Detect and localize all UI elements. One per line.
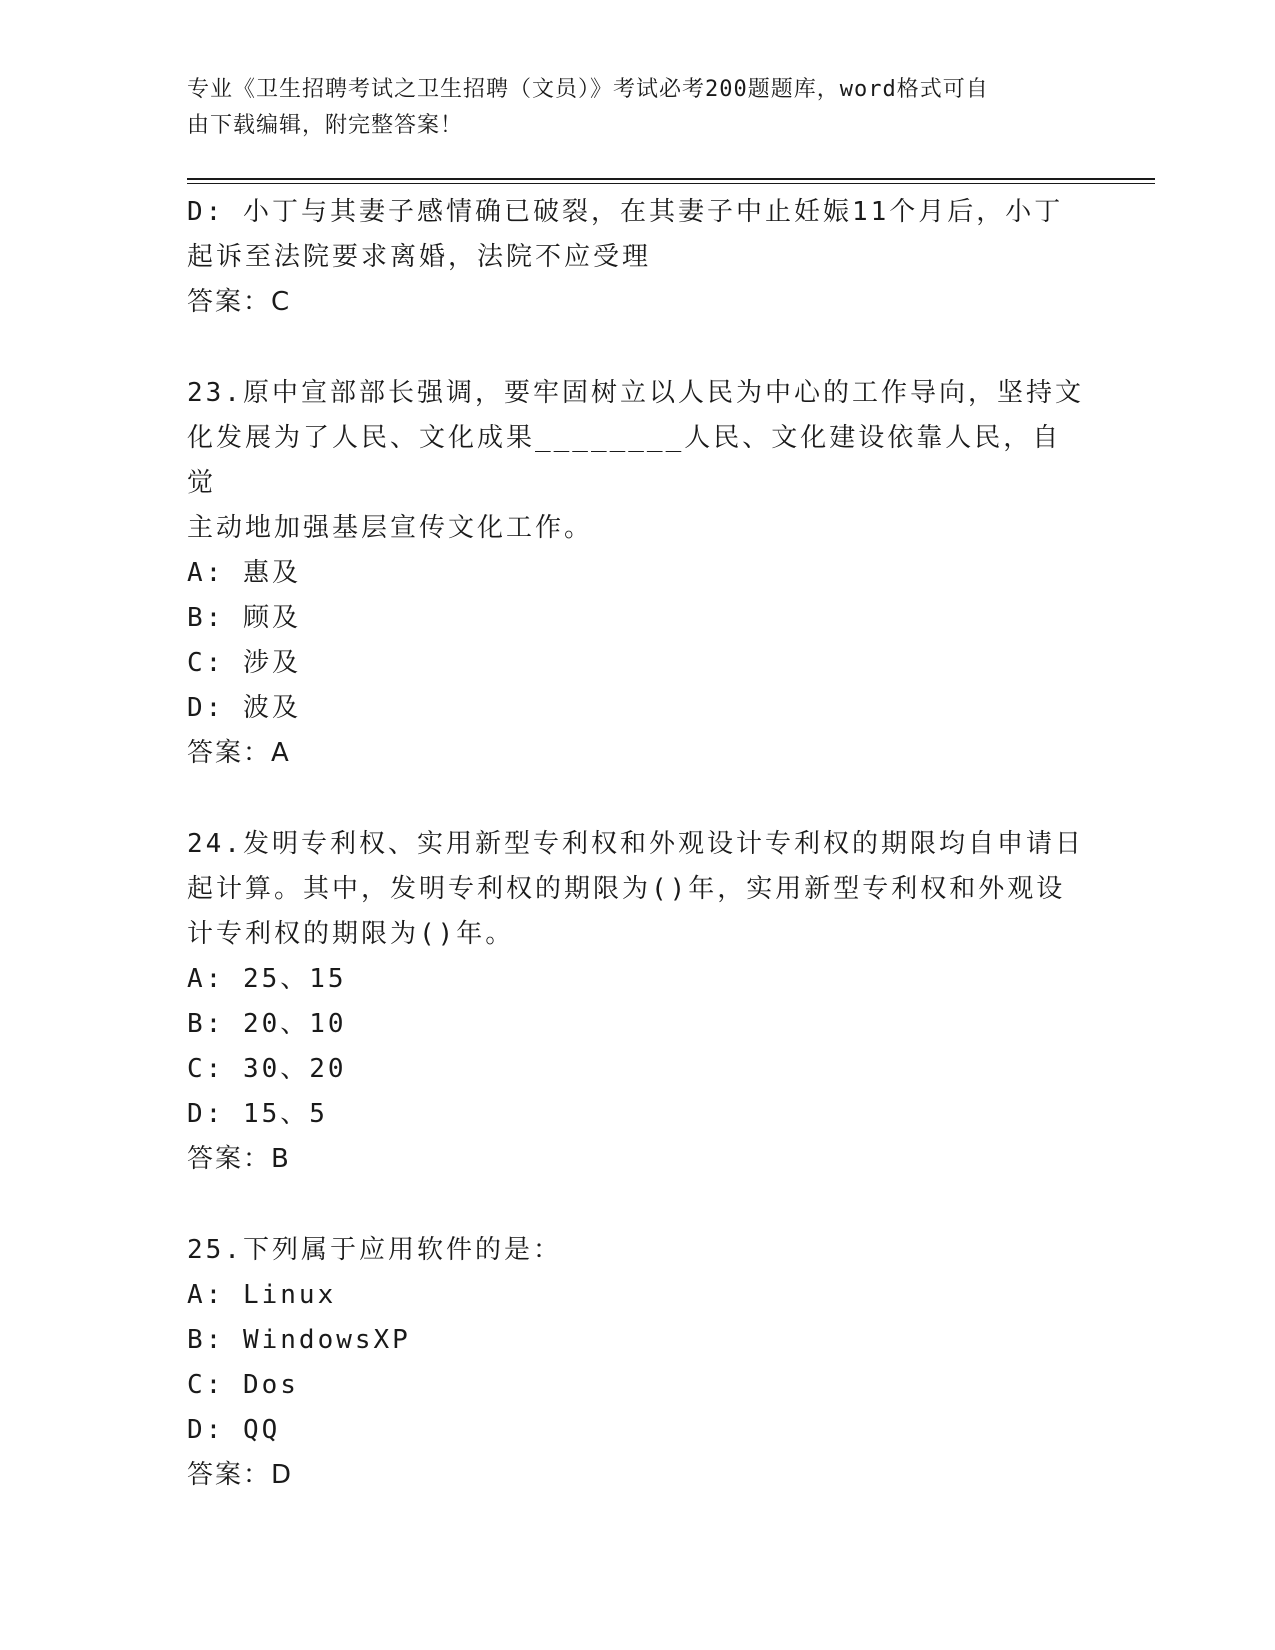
header-divider-thick [187, 178, 1155, 180]
header-line-2: 由下载编辑，附完整答案！ [187, 113, 464, 138]
question-24 [187, 822, 1087, 1182]
question-stem: 25.下列属于应用软件的是： [187, 1235, 562, 1265]
option-a: A: 惠及 [187, 558, 301, 588]
spacer [187, 325, 1087, 371]
question-22-tail [187, 190, 1087, 325]
option-d: D: QQ [187, 1415, 281, 1445]
option-c: C: 涉及 [187, 648, 301, 678]
option-d: D: 15、5 [187, 1099, 328, 1129]
question-stem-continued: 主动地加强基层宣传文化工作。 [187, 513, 594, 543]
question-stem: 23.原中宣部部长强调，要牢固树立以人民为中心的工作导向，坚持文 [187, 378, 1084, 408]
answer: 答案：B [187, 1144, 291, 1174]
question-stem-continued: 化发展为了人民、文化成果________人民、文化建设依靠人民，自觉 [187, 423, 1062, 498]
header-divider-thin [187, 183, 1155, 184]
question-stem-continued: 起计算。其中，发明专利权的期限为()年，实用新型专利权和外观设 [187, 874, 1066, 904]
question-stem-continued: 计专利权的期限为()年。 [187, 919, 515, 949]
option-c: C: Dos [187, 1370, 299, 1400]
question-list [187, 190, 1087, 1498]
question-23 [187, 371, 1087, 776]
header-line-1: 专业《卫生招聘考试之卫生招聘（文员）》考试必考200题题库，word格式可自 [187, 77, 989, 102]
option-a: A: Linux [187, 1280, 337, 1310]
answer: 答案：C [187, 287, 292, 317]
answer: 答案：D [187, 1460, 294, 1490]
spacer [187, 776, 1087, 822]
answer: 答案：A [187, 738, 291, 768]
option-c: C: 30、20 [187, 1054, 347, 1084]
question-25 [187, 1228, 1087, 1498]
option-d: D: 波及 [187, 693, 301, 723]
option-a: A: 25、15 [187, 964, 347, 994]
option-d: D: 小丁与其妻子感情确已破裂，在其妻子中止妊娠11个月后，小丁 [187, 197, 1064, 227]
document-header [187, 72, 1067, 144]
spacer [187, 1182, 1087, 1228]
option-d-continued: 起诉至法院要求离婚，法院不应受理 [187, 242, 652, 272]
option-b: B: 20、10 [187, 1009, 347, 1039]
question-stem: 24.发明专利权、实用新型专利权和外观设计专利权的期限均自申请日 [187, 829, 1084, 859]
option-b: B: WindowsXP [187, 1325, 411, 1355]
option-b: B: 顾及 [187, 603, 301, 633]
